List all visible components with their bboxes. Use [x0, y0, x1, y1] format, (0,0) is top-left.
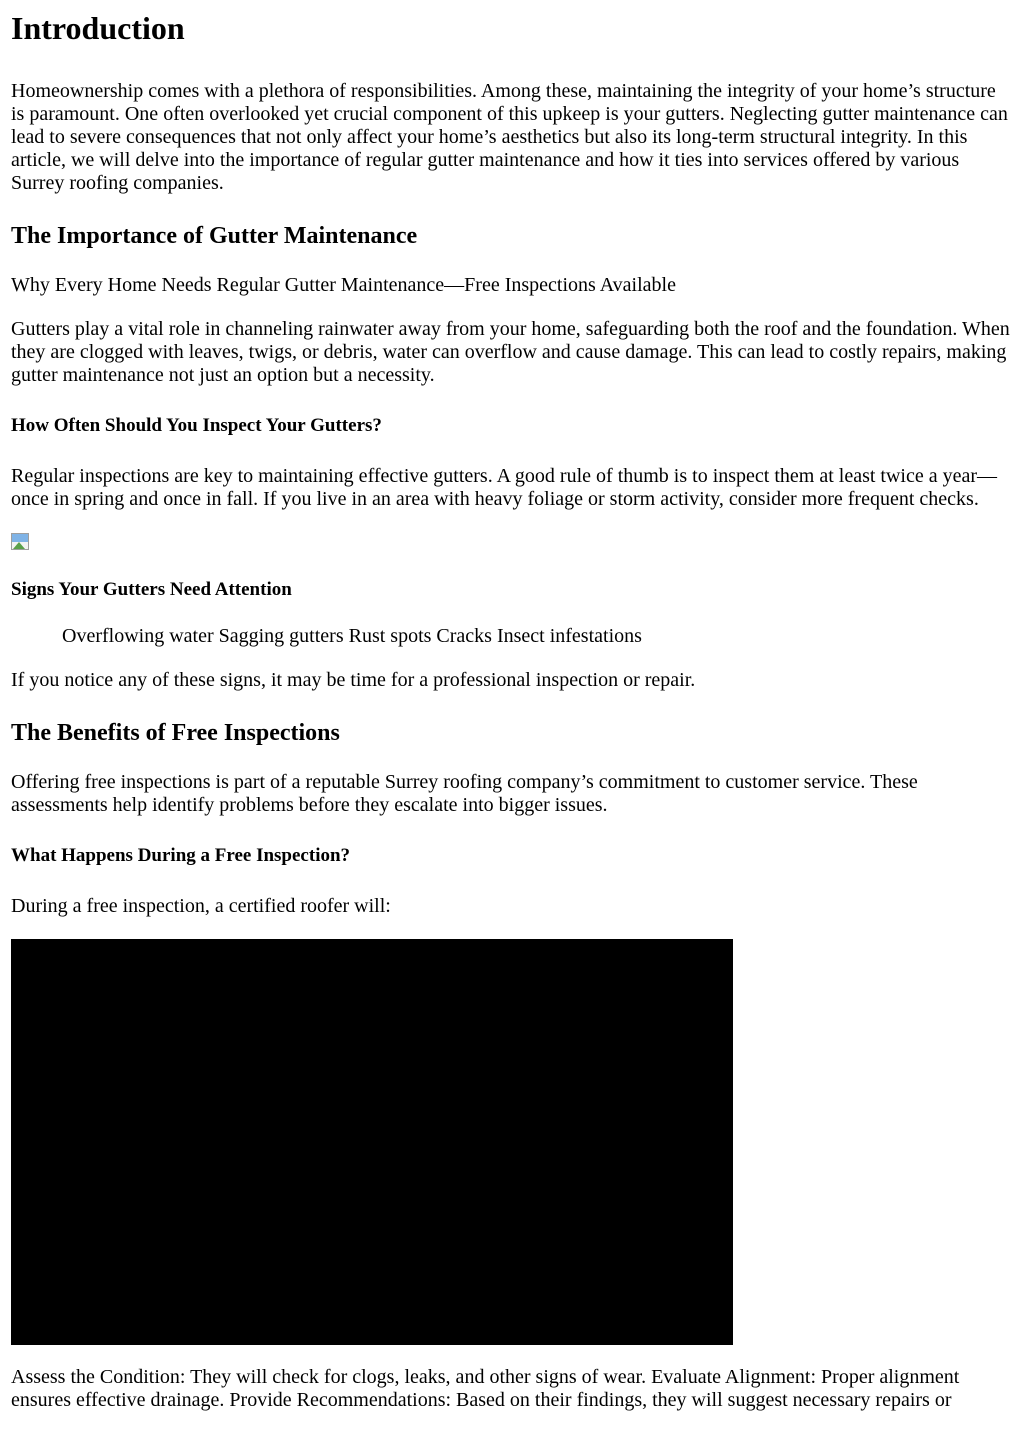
heading-what-happens: What Happens During a Free Inspection?	[11, 845, 351, 866]
heading-introduction: Introduction	[11, 10, 185, 46]
heading-benefits: The Benefits of Free Inspections	[11, 720, 340, 746]
paragraph-tagline: Why Every Home Needs Regular Gutter Maintenance—Free Inspections Available	[11, 274, 676, 296]
paragraph-how-often: Regular inspections are key to maintaining effective gutters. A good rule of thumb is to inspect them at least twice a year—once in spring and once in fall. If you live in an area with heavy foliage or storm activity, consider more frequent checks.	[11, 465, 998, 510]
broken-image-hill	[13, 542, 25, 549]
heading-how-often: How Often Should You Inspect Your Gutters?	[11, 415, 382, 436]
paragraph-during: During a free inspection, a certified roofer will:	[11, 895, 391, 917]
broken-image-sky	[12, 534, 28, 542]
paragraph-benefits: Offering free inspections is part of a reputable Surrey roofing company’s commitment to customer service. These assessments help identify problems before they escalate into bigger issues.	[11, 771, 918, 816]
heading-signs: Signs Your Gutters Need Attention	[11, 579, 292, 600]
signs-list: Overflowing water Sagging gutters Rust spots Cracks Insect infestations	[62, 625, 642, 647]
paragraph-gutters-role: Gutters play a vital role in channeling rainwater away from your home, safeguarding both the roof and the foundation. When they are clogged with leaves, twigs, or debris, water can overflow and cause damage. This can lead to costly repairs, making gutter maintenance not just an option but a necessity.	[11, 318, 1010, 386]
heading-importance: The Importance of Gutter Maintenance	[11, 223, 418, 249]
paragraph-signs-note: If you notice any of these signs, it may be time for a professional inspection or repair.	[11, 669, 696, 691]
broken-image-icon	[11, 533, 32, 552]
paragraph-steps: Assess the Condition: They will check for clogs, leaks, and other signs of wear. Evaluate Alignment: Proper alignment ensures effective drainage. Provide Recommendations: Based on their findings, they will suggest necessary repairs or	[11, 1366, 960, 1411]
paragraph-introduction: Homeownership comes with a plethora of responsibilities. Among these, maintaining the integrity of your home’s structure is paramount. One often overlooked yet crucial component of this upkeep is your gutters. Neglecting gutter maintenance can lead to severe consequences that not only affect your home’s aesthetics but also its long-term structural integrity. In this article, we will delve into the importance of regular gutter maintenance and how it ties into services offered by various Surrey roofing companies.	[11, 80, 1008, 194]
article	[11, 0, 1011, 1412]
embedded-video[interactable]	[11, 939, 733, 1345]
